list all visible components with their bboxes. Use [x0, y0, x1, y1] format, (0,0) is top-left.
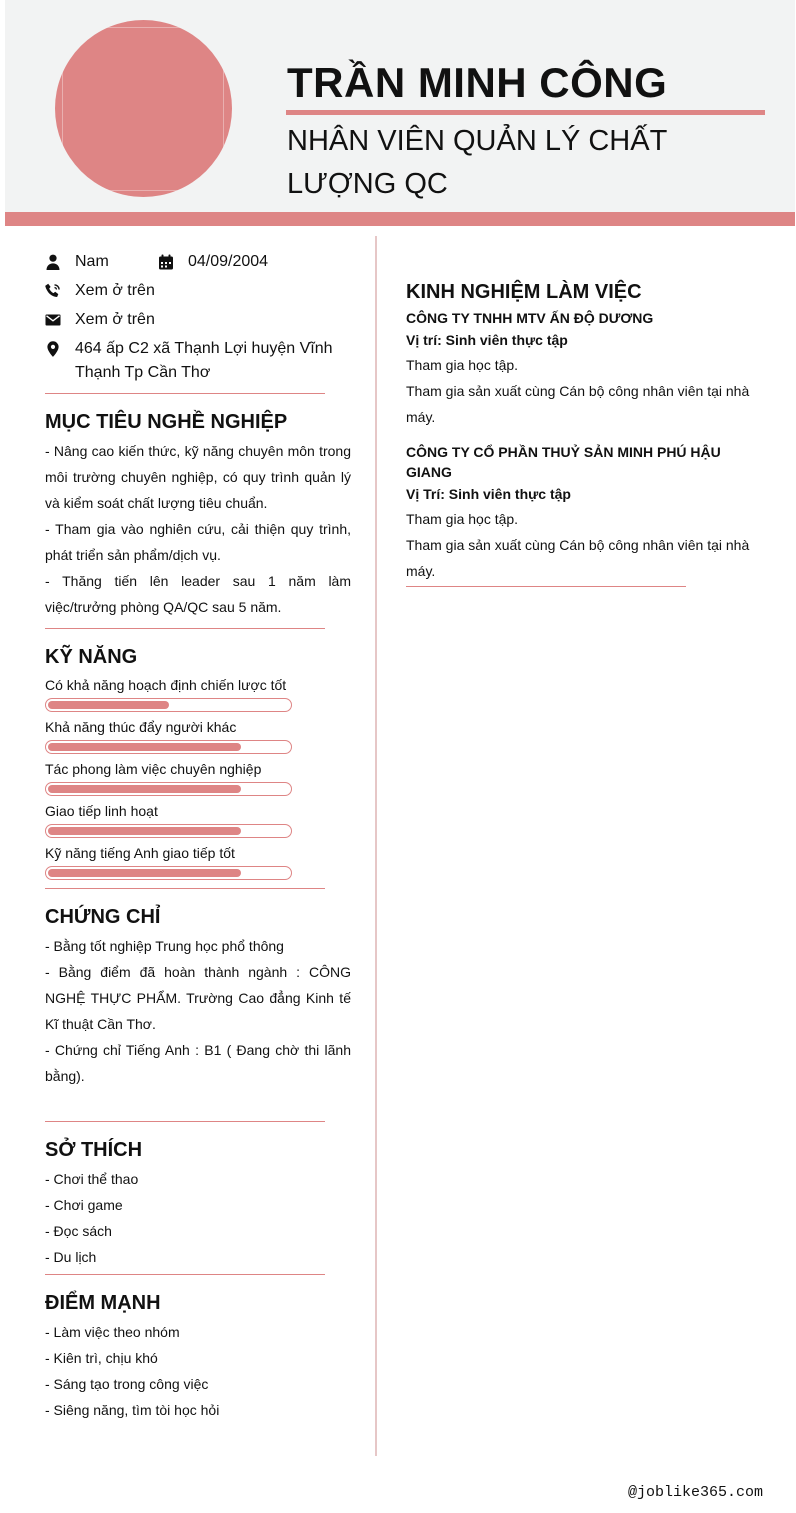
left-column [45, 250, 351, 1423]
section-divider [45, 628, 325, 629]
certificates-title: CHỨNG CHỈ [45, 906, 161, 928]
job-line: Tham gia sản xuất cùng Cán bộ công nhân viên tại nhà máy. [406, 383, 750, 425]
strengths-text [45, 1319, 351, 1423]
strength-line: - Siêng năng, tìm tòi học hỏi [45, 1402, 220, 1418]
certificate-line: - Bằng tốt nghiệp Trung học phổ thông [45, 938, 284, 954]
skill-bar-fill [48, 785, 241, 793]
skill-bar [45, 824, 292, 838]
job-title: NHÂN VIÊN QUẢN LÝ CHẤT LƯỢNG QC [287, 125, 667, 200]
experience-item [406, 308, 756, 430]
skill-bar-fill [48, 701, 169, 709]
user-icon [45, 250, 75, 274]
job-description [406, 506, 756, 584]
calendar-icon [158, 250, 188, 274]
dob-value: 04/09/2004 [188, 253, 269, 270]
skills-list [45, 675, 351, 880]
gender-dob-row [45, 250, 351, 274]
email-row [45, 308, 351, 332]
candidate-name: TRẦN MINH CÔNG [287, 59, 668, 106]
mail-icon [45, 308, 75, 332]
objective-line: - Tham gia vào nghiên cứu, cải thiện quy trình, phát triển sản phẩm/dịch vụ. [45, 521, 351, 563]
experience-item [406, 442, 756, 584]
skill-bar [45, 782, 292, 796]
certificate-line: - Chứng chỉ Tiếng Anh : B1 ( Đang chờ thi lãnh bằng). [45, 1042, 351, 1084]
skill-label: Kỹ năng tiếng Anh giao tiếp tốt [45, 845, 235, 861]
section-divider [406, 586, 686, 587]
hobby-line: - Chơi thể thao [45, 1171, 139, 1187]
section-divider [45, 1274, 325, 1275]
company-name: CÔNG TY TNHH MTV ẤN ĐỘ DƯƠNG [406, 310, 654, 326]
skill-bar [45, 866, 292, 880]
hobby-line: - Du lịch [45, 1249, 97, 1265]
skills-title: KỸ NĂNG [45, 646, 138, 668]
column-divider [375, 236, 377, 1456]
section-divider [45, 1121, 325, 1122]
header-accent-bar [5, 212, 795, 226]
avatar [55, 20, 232, 197]
name-underline [286, 110, 765, 115]
section-divider [45, 888, 325, 889]
objective-line: - Thăng tiến lên leader sau 1 năm làm việc/trưởng phòng QA/QC sau 5 năm. [45, 573, 351, 615]
skill-bar [45, 740, 292, 754]
skill-label: Khả năng thúc đẩy người khác [45, 719, 237, 735]
location-icon [45, 337, 75, 361]
strength-line: - Làm việc theo nhóm [45, 1324, 180, 1340]
objective-line: - Nâng cao kiến thức, kỹ năng chuyên môn trong môi trường chuyên nghiệp, có quy trình quản lý và kiểm soát chất lượng tiêu chuẩn. [45, 443, 351, 511]
hobbies-title: SỞ THÍCH [45, 1139, 143, 1161]
section-divider [45, 393, 325, 394]
skill-bar-fill [48, 869, 241, 877]
job-description [406, 352, 756, 430]
phone-value: Xem ở trên [75, 282, 155, 299]
phone-icon [45, 279, 75, 303]
email-value: Xem ở trên [75, 311, 155, 328]
hobby-line: - Đọc sách [45, 1223, 112, 1239]
skill-bar-fill [48, 743, 241, 751]
certificate-line: - Bằng điểm đã hoàn thành ngành : CÔNG NGHỆ THỰC PHẨM. Trường Cao đẳng Kinh tế Kĩ thuật Cần Thơ. [45, 964, 351, 1032]
skill-label: Có khả năng hoạch định chiến lược tốt [45, 677, 287, 693]
address-row [45, 337, 351, 385]
strength-line: - Kiên trì, chịu khó [45, 1350, 158, 1366]
skill-bar-fill [48, 827, 241, 835]
job-line: Tham gia học tập. [406, 357, 519, 373]
avatar-frame [62, 27, 224, 191]
objective-title: MỤC TIÊU NGHỀ NGHIỆP [45, 411, 288, 433]
watermark: @joblike365.com [628, 1484, 764, 1501]
job-position: Vị trí: Sinh viên thực tập [406, 332, 568, 348]
skill-bar [45, 698, 292, 712]
objective-text [45, 438, 351, 620]
job-line: Tham gia học tập. [406, 511, 519, 527]
skill-label: Tác phong làm việc chuyên nghiệp [45, 761, 262, 777]
hobbies-text [45, 1166, 351, 1270]
job-line: Tham gia sản xuất cùng Cán bộ công nhân viên tại nhà máy. [406, 537, 750, 579]
strength-line: - Sáng tạo trong công việc [45, 1376, 209, 1392]
address-value: 464 ấp C2 xã Thạnh Lợi huyện Vĩnh Thạnh Tp Cần Thơ [75, 340, 333, 381]
certificates-text [45, 933, 351, 1089]
right-column [406, 250, 756, 601]
company-name: CÔNG TY CỔ PHẦN THUỶ SẢN MINH PHÚ HẬU GIANG [406, 444, 721, 480]
gender-value: Nam [75, 253, 109, 270]
hobby-line: - Chơi game [45, 1197, 123, 1213]
skill-label: Giao tiếp linh hoạt [45, 803, 158, 819]
strengths-title: ĐIỂM MẠNH [45, 1292, 161, 1314]
job-position: Vị Trí: Sinh viên thực tập [406, 486, 571, 502]
phone-row [45, 279, 351, 303]
experience-title: KINH NGHIỆM LÀM VIỆC [406, 281, 642, 303]
